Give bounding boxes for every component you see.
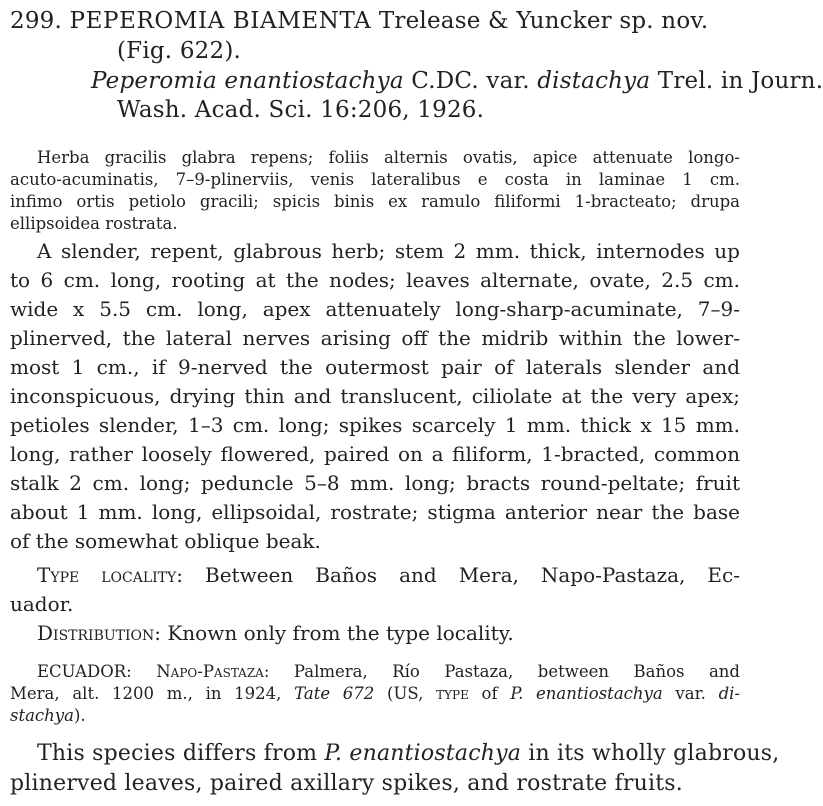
synonym-author: C.DC. var. (411, 68, 530, 94)
latin-line: Herba gracilis glabra repens; foliis alternis ovatis, apice attenuate longo- (37, 148, 740, 167)
specimen-collector: Tate 672 (294, 684, 375, 703)
specimen-line-1 (37, 662, 740, 681)
synonym-name: Peperomia enantiostachya (91, 68, 404, 94)
type-locality-continuation: uador. (10, 592, 74, 616)
description-line: stalk 2 cm. long; peduncle 5–8 mm. long; bracts round-peltate; fruit (10, 471, 740, 495)
type-locality-label: Type locality: (37, 563, 183, 587)
description-line: long, rather loosely flowered, paired on a filiform, 1-bracted, common (10, 442, 740, 466)
species-authors: Trelease & Yuncker sp. nov. (378, 8, 709, 34)
specimen-country: ECUADOR: (37, 662, 132, 681)
distribution-label: Distribution: (37, 621, 161, 645)
description-line: most 1 cm., if 9-nerved the outermost pair of laterals slender and (10, 355, 740, 379)
latin-line: ellipsoidea rostrata. (10, 214, 178, 233)
latin-line: acuto-acuminatis, 7–9-plinerviis, venis lateralibus e costa in laminae 1 cm. (10, 170, 740, 189)
latin-line: infimo ortis petiolo gracili; spicis binis ex ramulo filiformi 1-bracteato; drupa (10, 192, 740, 211)
specimen-type-word: type (436, 684, 469, 703)
specimen-var: var. (675, 684, 706, 703)
species-name: PEPEROMIA BIAMENTA (69, 8, 372, 34)
note-species: P. enantiostachya (324, 741, 522, 766)
note-text-b: in its wholly glabrous, (528, 741, 780, 766)
distribution (37, 621, 514, 645)
species-heading (10, 8, 708, 34)
specimen-of: of (481, 684, 498, 703)
specimen-line-3 (10, 706, 86, 725)
species-number: 299. (10, 8, 63, 34)
description-line: about 1 mm. long, ellipsoidal, rostrate; stigma anterior near the base (10, 500, 740, 524)
specimen-variety-part2: stachya (10, 706, 74, 725)
specimen-herbarium: (US, (387, 684, 424, 703)
note-line-1 (37, 741, 780, 766)
distribution-text: Known only from the type locality. (167, 621, 514, 645)
description-line: A slender, repent, glabrous herb; stem 2 mm. thick, internodes up (37, 239, 740, 263)
specimen-elevation: Mera, alt. 1200 m., in 1924, (10, 684, 282, 703)
description-line: wide x 5.5 cm. long, apex attenuately long-sharp-acuminate, 7–9- (10, 297, 740, 321)
type-locality-text: Between Baños and Mera, Napo-Pastaza, Ec- (205, 563, 740, 587)
figure-reference: (Fig. 622). (117, 38, 242, 64)
description-line: inconspicuous, drying thin and translucent, ciliolate at the very apex; (10, 384, 740, 408)
synonym-reference: Trel. in Journ. (657, 68, 823, 94)
specimen-close: ). (73, 706, 86, 725)
note-line-2: plinerved leaves, paired axillary spikes, and rostrate fruits. (10, 771, 683, 796)
synonym-variety: distachya (537, 68, 651, 94)
type-locality (37, 563, 740, 587)
synonym-line-2: Wash. Acad. Sci. 16:206, 1926. (117, 97, 485, 123)
description-line: to 6 cm. long, rooting at the nodes; leaves alternate, ovate, 2.5 cm. (10, 268, 740, 292)
description-line: petioles slender, 1–3 cm. long; spikes scarcely 1 mm. thick x 15 mm. (10, 413, 740, 437)
description-line: of the somewhat oblique beak. (10, 529, 321, 553)
specimen-locality: Palmera, Río Pastaza, between Baños and (293, 662, 740, 681)
specimen-variety-part1: di- (718, 684, 741, 703)
specimen-species: P. enantiostachya (510, 684, 663, 703)
specimen-province: Napo-Pastaza: (156, 662, 270, 681)
synonym-line-1 (91, 68, 823, 94)
note-text-a: This species differs from (37, 741, 318, 766)
description-line: plinerved, the lateral nerves arising off the midrib within the lower- (10, 326, 740, 350)
specimen-line-2 (10, 684, 740, 703)
